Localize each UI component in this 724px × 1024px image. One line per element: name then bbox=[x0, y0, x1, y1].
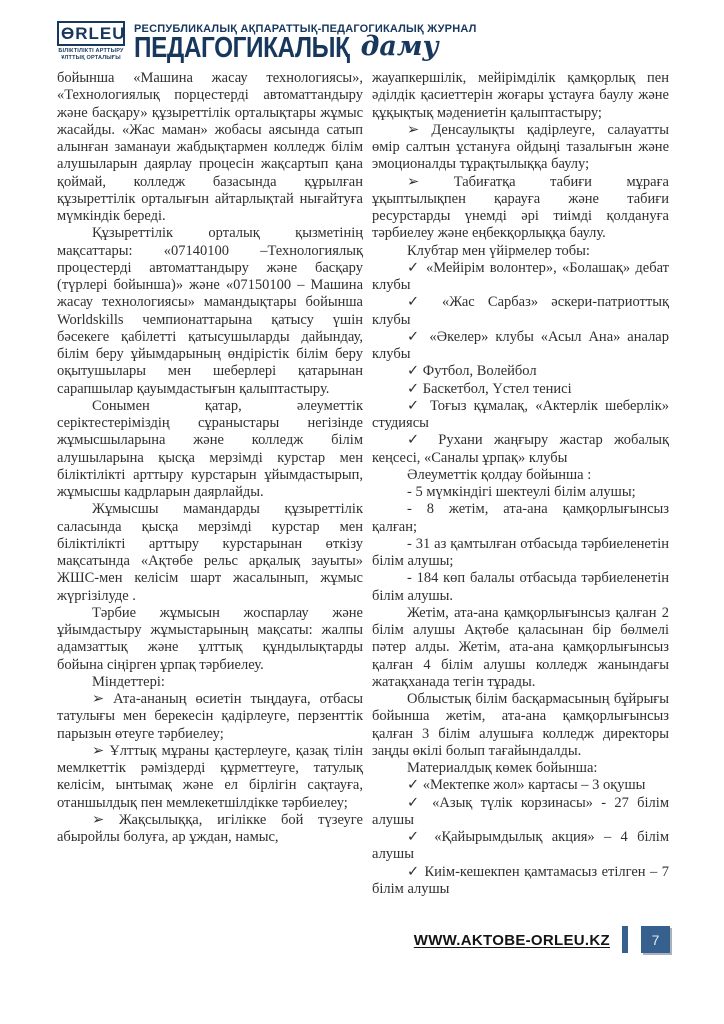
check-list-item: ✓ «Жас Сарбаз» әскери-патриоттық клубы bbox=[372, 294, 669, 328]
orleu-logo-subtitle bbox=[57, 48, 125, 61]
website-link[interactable]: WWW.AKTOBE-ORLEU.KZ bbox=[413, 932, 610, 949]
arrow-list-item: ➢ Ұлттық мұраны қастерлеуге, қазақ тілін мемлкеттік рәміздерді құрметтеуге, татулық келісім, ынтымақ және ел бірлігін сақтауға, отаншылдық пен мемлекетшілдікке тәрбиелеу; bbox=[57, 742, 363, 811]
check-list-item: ✓ «Қайырымдылық акция» – 4 білім алушы bbox=[372, 829, 669, 863]
arrow-list-item: ➢ Жақсылыққа, игілікке бой түзеуге абыройлы болуға, ар ұждан, намыс, bbox=[57, 811, 363, 845]
paragraph: жауапкершілік, мейірімділік қамқорлық пен әділдік қасиеттерін жоғары ұстауға баулу және құқықтық мәдениетін қалыптастыру; bbox=[372, 70, 669, 121]
section-heading: Материалдық көмек бойынша: bbox=[407, 760, 598, 776]
masthead-titles bbox=[134, 21, 477, 64]
orleu-logo-subtitle-line2: ҰЛТТЫҚ ОРТАЛЫҒЫ bbox=[61, 54, 121, 61]
check-list-item: ✓ «Азық түлік корзинасы» - 27 білім алушы bbox=[372, 794, 669, 828]
paragraph: Жетім, ата-ана қамқорлығынсыз қалған 2 білім алушы Ақтөбе қаласынан бір бөлмелі пәтер алды. Жетім, ата-ана қамқорлығынсыз қалған 4 білім алушы колледж жанындағы жатақханада тегін тұрады. bbox=[372, 604, 669, 690]
journal-subtitle: РЕСПУБЛИКАЛЫҚ АҚПАРАТТЫҚ-ПЕДАГОГИКАЛЫҚ ЖУРНАЛ bbox=[134, 23, 477, 35]
paragraph: Тәрбие жұмысын жоспарлау және ұйымдастыру жұмыстарының мақсаты: жалпы адамзаттық және ұлттық құндылықтарды бойына сіңірген ұрпақ тәрбиелеу. bbox=[57, 604, 363, 673]
journal-title: ПЕДАГОГИКАЛЫҚ bbox=[134, 32, 350, 64]
page-footer bbox=[0, 924, 724, 956]
paragraph: Облыстық білім басқармасының бұйрығы бойынша жетім, ата-ана қамқорлығынсыз қалған 3 білім алушыға колледж директоры заңды өкілі болып тағайындалды. bbox=[372, 691, 669, 759]
section-heading: Әлеуметтік қолдау бойынша : bbox=[407, 466, 592, 483]
section-heading: Міндеттері: bbox=[92, 673, 165, 690]
paragraph: бойынша «Машина жасау технологиясы», «Технологиялық порцестерді автоматтандыру және басқару» құзыреттілік орталықтары жұмыс жасайды. «Жас маман» жобасы аясында сатып алынған заманауи жабдықтармен колледж білім алушыларын даярлау процесін жақсартып қана қоймай, колледж базасында құрылған құзыреттілік орталығын айтарлықтай нығайтуға мүмкіндік береді. bbox=[57, 70, 363, 224]
paragraph: Құзыреттілік орталық қызметінің мақсаттары: «07140100 –Технологиялық процестерді автоматтандыру және басқару (түрлері бойынша)» және «07150100 – Машина жасау технологиясы» мамандықтары бойынша Worldskills чемпионаттарына қатысу үшін бәсекеге қабілетті қатысушыларды дайындау, білім беру ұйымдарының өндірістік білім беру оқытушылары мен шеберлері қатарынан сарапшылар қауымдастығын қалыптастыру. bbox=[57, 225, 363, 397]
dash-list-item: - 8 жетім, ата-ана қамқорлығынсыз қалған; bbox=[372, 501, 669, 535]
dash-list-item: - 5 мүмкіндігі шектеулі білім алушы; bbox=[407, 484, 636, 500]
orleu-logo-subtitle-line1: БІЛІКТІЛІКТІ АРТТЫРУ bbox=[58, 48, 124, 54]
check-list-item: ✓ «Мектепке жол» картасы – 3 оқушы bbox=[407, 777, 646, 794]
journal-title-script: даму bbox=[360, 31, 439, 62]
right-column bbox=[372, 70, 669, 898]
check-list-item: ✓ Рухани жаңғыру жастар жобалық кеңсесі, «Саналы ұрпақ» клубы bbox=[372, 432, 669, 466]
masthead bbox=[57, 21, 477, 64]
page-number-badge: 7 bbox=[641, 926, 670, 953]
check-list-item: ✓ «Әкелер» клубы «Асыл Ана» аналар клубы bbox=[372, 328, 669, 362]
orleu-logo bbox=[57, 21, 125, 61]
paragraph: Сонымен қатар, әлеуметтік серіктестеріміздің сұраныстары негізінде жұмысшыларына және колледж білім алушыларына қысқа мерзімді курстар мен біліктілікті арттыру курстарын ұйымдастырып, жұмысшы кадрларын даярлайды. bbox=[57, 397, 363, 500]
arrow-list-item: ➢ Табиғатқа табиғи мұраға ұқыптылықпен қарауға және табиғи ресурстарды үнемді әрі тиімді қолдануға тәрбиелеу және еңбекқорлыққа баулу. bbox=[372, 173, 669, 242]
arrow-list-item: ➢ Денсаулықты қадірлеуге, салауатты өмір салтын ұстануға ойдыңі тазалығын және эмоционалды тұрақтылыққа баулу; bbox=[372, 121, 669, 173]
check-list-item: ✓ Баскетбол, Үстел тенисі bbox=[407, 380, 572, 397]
check-list-item: ✓ «Мейірім волонтер», «Болашақ» дебат клубы bbox=[372, 259, 669, 293]
check-list-item: ✓ Киім-кешекпен қамтамасыз етілген – 7 білім алушы bbox=[372, 863, 669, 897]
paragraph: Жұмысшы мамандарды құзыреттілік саласында қысқа мерзімді курстар мен біліктілікті арттыру курстарынан өткізу мақсатында «Ақтөбе рельс арқалық зауыты» ЖШС-мен келісім шарт жасалынып, жұмыс жүргізілуде . bbox=[57, 501, 363, 604]
orleu-logo-text: ӨRLEU bbox=[57, 21, 125, 46]
left-column bbox=[57, 70, 363, 846]
arrow-list-item: ➢ Ата-ананың өсиетін тыңдауға, отбасы татулығы мен берекесін қадірлеуге, перзенттік парызын өтеуге тәрбиелеу; bbox=[57, 691, 363, 742]
check-list-item: ✓ Тоғыз құмалақ, «Актерлік шеберлік» студиясы bbox=[372, 397, 669, 431]
section-heading: Клубтар мен үйірмелер тобы: bbox=[407, 242, 590, 259]
footer-accent-bar bbox=[622, 926, 628, 953]
dash-list-item: - 31 аз қамтылған отбасыда тәрбиеленетін білім алушы; bbox=[372, 535, 669, 569]
dash-list-item: - 184 көп балалы отбасыда тәрбиеленетін білім алушы. bbox=[372, 570, 669, 604]
check-list-item: ✓ Футбол, Волейбол bbox=[407, 363, 537, 380]
journal-title-row bbox=[134, 31, 477, 64]
